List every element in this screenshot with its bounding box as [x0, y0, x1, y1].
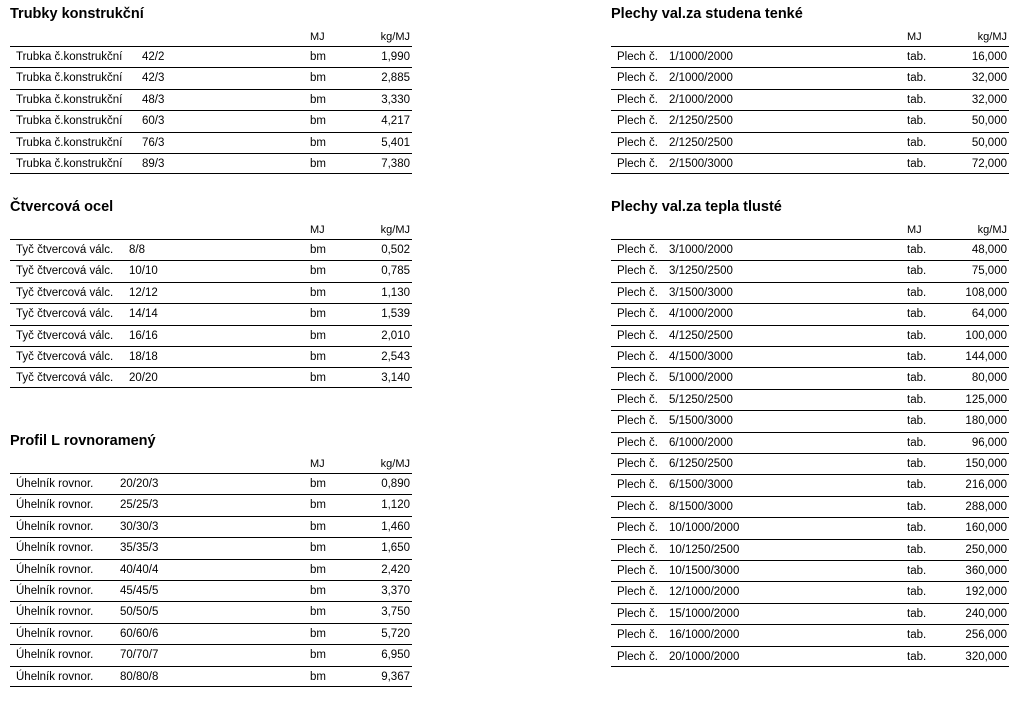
- cell-unit: tab.: [907, 522, 927, 535]
- cell-name: Plech č.: [617, 286, 658, 299]
- cell-weight: 5,401: [381, 136, 410, 149]
- cell-size: 5/1000/2000: [669, 372, 733, 385]
- cell-unit: tab.: [907, 115, 927, 128]
- cell-unit: tab.: [907, 607, 927, 620]
- cell-name: Plech č.: [617, 115, 658, 128]
- cell-size: 12/1000/2000: [669, 586, 740, 599]
- cell-weight: 1,120: [381, 499, 410, 512]
- cell-name: Úhelník rovnor.: [16, 670, 94, 683]
- cell-name: Plech č.: [617, 650, 658, 663]
- cell-unit: tab.: [907, 308, 927, 321]
- cell-name: Úhelník rovnor.: [16, 499, 94, 512]
- table-row: [611, 410, 1009, 431]
- header-unit: MJ: [310, 31, 325, 43]
- cell-name: Plech č.: [617, 586, 658, 599]
- cell-unit: bm: [310, 606, 326, 619]
- cell-weight: 2,543: [381, 351, 410, 363]
- cell-unit: bm: [310, 520, 326, 533]
- section-title: Plechy val.za studena tenké: [611, 6, 803, 22]
- table-row: [611, 539, 1009, 560]
- cell-weight: 150,000: [965, 458, 1007, 470]
- cell-weight: 108,000: [965, 286, 1007, 299]
- table-row: [10, 132, 412, 153]
- cell-size: 12/12: [129, 286, 158, 299]
- cell-size: 89/3: [142, 158, 165, 170]
- cell-unit: bm: [310, 72, 326, 85]
- cell-unit: bm: [310, 158, 326, 170]
- section-title: Profil L rovnoramený: [10, 433, 156, 449]
- cell-weight: 256,000: [965, 629, 1007, 642]
- table-row: [10, 153, 412, 174]
- cell-weight: 0,890: [381, 478, 410, 490]
- cell-weight: 192,000: [965, 586, 1007, 599]
- cell-size: 4/1250/2500: [669, 329, 733, 342]
- cell-unit: bm: [310, 286, 326, 299]
- cell-name: Plech č.: [617, 93, 658, 106]
- table-row: [611, 646, 1009, 667]
- cell-weight: 48,000: [971, 244, 1007, 256]
- cell-unit: tab.: [907, 265, 927, 278]
- cell-weight: 9,367: [381, 670, 410, 683]
- cell-size: 2/1000/2000: [669, 93, 733, 106]
- cell-weight: 96,000: [971, 436, 1007, 449]
- table-row: [10, 580, 412, 601]
- cell-name: Trubka č.konstrukční: [16, 93, 123, 106]
- cell-weight: 216,000: [965, 479, 1007, 492]
- table-row: [10, 110, 412, 131]
- cell-name: Plech č.: [617, 329, 658, 342]
- table-row: [611, 325, 1009, 346]
- cell-size: 10/1250/2500: [669, 543, 740, 556]
- cell-unit: bm: [310, 329, 326, 342]
- cell-name: Plech č.: [617, 607, 658, 620]
- cell-unit: tab.: [907, 436, 927, 449]
- cell-weight: 80,000: [971, 372, 1007, 385]
- header-weight: kg/MJ: [380, 31, 410, 43]
- cell-weight: 7,380: [381, 158, 410, 170]
- cell-unit: bm: [310, 563, 326, 576]
- cell-name: Tyč čtvercová válc.: [16, 351, 114, 363]
- table-row: [611, 367, 1009, 388]
- cell-weight: 125,000: [965, 393, 1007, 406]
- cell-unit: tab.: [907, 565, 927, 577]
- cell-unit: bm: [310, 93, 326, 106]
- cell-unit: tab.: [907, 543, 927, 556]
- cell-weight: 3,370: [381, 585, 410, 597]
- header-unit: MJ: [310, 224, 325, 236]
- table-row: [611, 496, 1009, 517]
- cell-name: Plech č.: [617, 436, 658, 449]
- cell-size: 16/16: [129, 329, 158, 342]
- cell-weight: 64,000: [971, 308, 1007, 321]
- table-row: [611, 517, 1009, 538]
- cell-unit: tab.: [907, 93, 927, 106]
- cell-weight: 1,990: [381, 51, 410, 63]
- cell-size: 60/3: [142, 115, 165, 128]
- cell-unit: tab.: [907, 629, 927, 642]
- cell-name: Úhelník rovnor.: [16, 606, 94, 619]
- cell-size: 40/40/4: [120, 563, 159, 576]
- cell-weight: 16,000: [971, 51, 1007, 63]
- cell-size: 3/1500/3000: [669, 286, 733, 299]
- header-weight: kg/MJ: [977, 31, 1007, 43]
- column-headers: [10, 222, 412, 238]
- cell-unit: tab.: [907, 372, 927, 385]
- table-row: [10, 260, 412, 281]
- cell-size: 4/1000/2000: [669, 308, 733, 321]
- cell-size: 14/14: [129, 308, 158, 321]
- cell-size: 20/1000/2000: [669, 650, 740, 663]
- cell-size: 10/1500/3000: [669, 565, 740, 577]
- cell-size: 10/10: [129, 265, 158, 278]
- cell-name: Plech č.: [617, 244, 658, 256]
- header-weight: kg/MJ: [977, 224, 1007, 236]
- cell-size: 60/60/6: [120, 627, 159, 640]
- table-row: [611, 603, 1009, 624]
- cell-size: 6/1000/2000: [669, 436, 733, 449]
- cell-size: 16/1000/2000: [669, 629, 740, 642]
- cell-name: Úhelník rovnor.: [16, 585, 94, 597]
- cell-unit: bm: [310, 585, 326, 597]
- cell-size: 3/1000/2000: [669, 244, 733, 256]
- cell-name: Trubka č.konstrukční: [16, 136, 123, 149]
- cell-name: Plech č.: [617, 393, 658, 406]
- table-row: [611, 453, 1009, 474]
- column-headers: [10, 456, 412, 472]
- cell-name: Úhelník rovnor.: [16, 542, 94, 555]
- cell-size: 6/1250/2500: [669, 458, 733, 470]
- cell-unit: bm: [310, 265, 326, 278]
- table-row: [10, 325, 412, 346]
- cell-weight: 1,539: [381, 308, 410, 321]
- cell-name: Plech č.: [617, 415, 658, 428]
- table-row: [10, 239, 412, 260]
- cell-name: Plech č.: [617, 136, 658, 149]
- cell-unit: tab.: [907, 136, 927, 149]
- column-headers: [611, 29, 1009, 45]
- cell-unit: bm: [310, 244, 326, 256]
- cell-size: 4/1500/3000: [669, 351, 733, 363]
- cell-size: 15/1000/2000: [669, 607, 740, 620]
- cell-weight: 320,000: [965, 650, 1007, 663]
- cell-weight: 144,000: [965, 351, 1007, 363]
- table-row: [10, 473, 412, 494]
- section-title: Čtvercová ocel: [10, 199, 114, 215]
- cell-name: Úhelník rovnor.: [16, 520, 94, 533]
- table-row: [10, 494, 412, 515]
- cell-name: Plech č.: [617, 51, 658, 63]
- table-row: [611, 132, 1009, 153]
- cell-size: 8/1500/3000: [669, 500, 733, 513]
- cell-size: 48/3: [142, 93, 165, 106]
- cell-weight: 0,502: [381, 244, 410, 256]
- cell-name: Plech č.: [617, 629, 658, 642]
- cell-weight: 50,000: [971, 115, 1007, 128]
- cell-name: Trubka č.konstrukční: [16, 158, 123, 170]
- cell-unit: tab.: [907, 650, 927, 663]
- table-row: [10, 46, 412, 67]
- cell-name: Úhelník rovnor.: [16, 563, 94, 576]
- cell-unit: tab.: [907, 393, 927, 406]
- cell-unit: bm: [310, 649, 326, 662]
- cell-unit: tab.: [907, 329, 927, 342]
- cell-size: 35/35/3: [120, 542, 159, 555]
- cell-weight: 240,000: [965, 607, 1007, 620]
- table-row: [611, 260, 1009, 281]
- header-unit: MJ: [907, 31, 922, 43]
- cell-weight: 250,000: [965, 543, 1007, 556]
- table-row: [611, 560, 1009, 581]
- cell-unit: tab.: [907, 351, 927, 363]
- header-weight: kg/MJ: [380, 224, 410, 236]
- table-row: [10, 537, 412, 558]
- cell-unit: bm: [310, 51, 326, 63]
- cell-name: Tyč čtvercová válc.: [16, 286, 114, 299]
- cell-size: 70/70/7: [120, 649, 159, 662]
- cell-name: Úhelník rovnor.: [16, 478, 94, 490]
- cell-weight: 3,330: [381, 93, 410, 106]
- header-weight: kg/MJ: [380, 458, 410, 470]
- table-row: [10, 282, 412, 303]
- cell-unit: bm: [310, 351, 326, 363]
- cell-weight: 75,000: [971, 265, 1007, 278]
- cell-name: Plech č.: [617, 500, 658, 513]
- cell-size: 1/1000/2000: [669, 51, 733, 63]
- cell-unit: bm: [310, 372, 326, 385]
- table-row: [10, 346, 412, 367]
- cell-size: 18/18: [129, 351, 158, 363]
- cell-weight: 6,950: [381, 649, 410, 662]
- cell-name: Tyč čtvercová válc.: [16, 329, 114, 342]
- cell-size: 80/80/8: [120, 670, 159, 683]
- table-row: [611, 303, 1009, 324]
- cell-size: 10/1000/2000: [669, 522, 740, 535]
- cell-weight: 4,217: [381, 115, 410, 128]
- cell-name: Plech č.: [617, 265, 658, 278]
- cell-size: 2/1000/2000: [669, 72, 733, 85]
- table-row: [611, 474, 1009, 495]
- cell-unit: tab.: [907, 586, 927, 599]
- cell-weight: 180,000: [965, 415, 1007, 428]
- table-row: [10, 89, 412, 110]
- cell-unit: bm: [310, 478, 326, 490]
- cell-weight: 3,140: [381, 372, 410, 385]
- cell-weight: 2,420: [381, 563, 410, 576]
- table-row: [611, 46, 1009, 67]
- cell-weight: 1,460: [381, 520, 410, 533]
- table-row: [10, 367, 412, 388]
- table-row: [611, 239, 1009, 260]
- cell-weight: 50,000: [971, 136, 1007, 149]
- table-row: [611, 346, 1009, 367]
- cell-weight: 360,000: [965, 565, 1007, 577]
- table-row: [10, 516, 412, 537]
- table-row: [611, 110, 1009, 131]
- cell-weight: 100,000: [965, 329, 1007, 342]
- cell-name: Plech č.: [617, 158, 658, 170]
- cell-unit: bm: [310, 136, 326, 149]
- cell-unit: bm: [310, 115, 326, 128]
- cell-size: 20/20: [129, 372, 158, 385]
- cell-unit: tab.: [907, 72, 927, 85]
- cell-name: Plech č.: [617, 458, 658, 470]
- cell-size: 42/3: [142, 72, 165, 85]
- cell-size: 2/1500/3000: [669, 158, 733, 170]
- cell-unit: bm: [310, 670, 326, 683]
- cell-name: Plech č.: [617, 479, 658, 492]
- cell-weight: 2,010: [381, 329, 410, 342]
- cell-unit: tab.: [907, 479, 927, 492]
- table-row: [10, 601, 412, 622]
- cell-name: Plech č.: [617, 308, 658, 321]
- cell-name: Úhelník rovnor.: [16, 627, 94, 640]
- cell-unit: bm: [310, 542, 326, 555]
- header-unit: MJ: [310, 458, 325, 470]
- table-row: [10, 303, 412, 324]
- table-row: [10, 67, 412, 88]
- cell-unit: tab.: [907, 158, 927, 170]
- cell-unit: bm: [310, 308, 326, 321]
- cell-name: Tyč čtvercová válc.: [16, 265, 114, 278]
- cell-name: Úhelník rovnor.: [16, 649, 94, 662]
- header-unit: MJ: [907, 224, 922, 236]
- cell-weight: 288,000: [965, 500, 1007, 513]
- cell-unit: bm: [310, 627, 326, 640]
- cell-weight: 1,130: [381, 286, 410, 299]
- cell-weight: 3,750: [381, 606, 410, 619]
- cell-name: Tyč čtvercová válc.: [16, 308, 114, 321]
- cell-size: 8/8: [129, 244, 145, 256]
- table-row: [10, 666, 412, 687]
- column-headers: [611, 222, 1009, 238]
- cell-weight: 0,785: [381, 265, 410, 278]
- cell-unit: tab.: [907, 500, 927, 513]
- cell-unit: tab.: [907, 244, 927, 256]
- table-row: [10, 623, 412, 644]
- cell-size: 5/1500/3000: [669, 415, 733, 428]
- cell-weight: 5,720: [381, 627, 410, 640]
- column-headers: [10, 29, 412, 45]
- cell-unit: bm: [310, 499, 326, 512]
- cell-size: 6/1500/3000: [669, 479, 733, 492]
- cell-name: Plech č.: [617, 565, 658, 577]
- table-row: [611, 624, 1009, 645]
- table-row: [611, 282, 1009, 303]
- cell-size: 25/25/3: [120, 499, 159, 512]
- cell-unit: tab.: [907, 458, 927, 470]
- cell-size: 30/30/3: [120, 520, 159, 533]
- cell-size: 50/50/5: [120, 606, 159, 619]
- cell-size: 2/1250/2500: [669, 115, 733, 128]
- cell-size: 3/1250/2500: [669, 265, 733, 278]
- cell-unit: tab.: [907, 51, 927, 63]
- cell-unit: tab.: [907, 286, 927, 299]
- cell-size: 5/1250/2500: [669, 393, 733, 406]
- cell-name: Trubka č.konstrukční: [16, 51, 123, 63]
- section-title: Plechy val.za tepla tlusté: [611, 199, 782, 215]
- table-row: [611, 432, 1009, 453]
- cell-name: Trubka č.konstrukční: [16, 72, 123, 85]
- cell-name: Plech č.: [617, 351, 658, 363]
- table-row: [611, 153, 1009, 174]
- cell-name: Tyč čtvercová válc.: [16, 244, 114, 256]
- table-row: [611, 89, 1009, 110]
- table-row: [611, 581, 1009, 602]
- cell-name: Plech č.: [617, 522, 658, 535]
- cell-name: Trubka č.konstrukční: [16, 115, 123, 128]
- table-row: [10, 559, 412, 580]
- cell-size: 42/2: [142, 51, 165, 63]
- cell-weight: 32,000: [971, 93, 1007, 106]
- cell-size: 45/45/5: [120, 585, 159, 597]
- table-row: [611, 67, 1009, 88]
- cell-size: 20/20/3: [120, 478, 159, 490]
- cell-weight: 32,000: [971, 72, 1007, 85]
- cell-weight: 160,000: [965, 522, 1007, 535]
- table-row: [10, 644, 412, 665]
- cell-size: 76/3: [142, 136, 165, 149]
- cell-name: Plech č.: [617, 543, 658, 556]
- cell-weight: 72,000: [971, 158, 1007, 170]
- table-row: [611, 389, 1009, 410]
- cell-name: Tyč čtvercová válc.: [16, 372, 114, 385]
- section-title: Trubky konstrukční: [10, 6, 144, 22]
- cell-size: 2/1250/2500: [669, 136, 733, 149]
- cell-name: Plech č.: [617, 372, 658, 385]
- cell-weight: 1,650: [381, 542, 410, 555]
- cell-unit: tab.: [907, 415, 927, 428]
- cell-name: Plech č.: [617, 72, 658, 85]
- cell-weight: 2,885: [381, 72, 410, 85]
